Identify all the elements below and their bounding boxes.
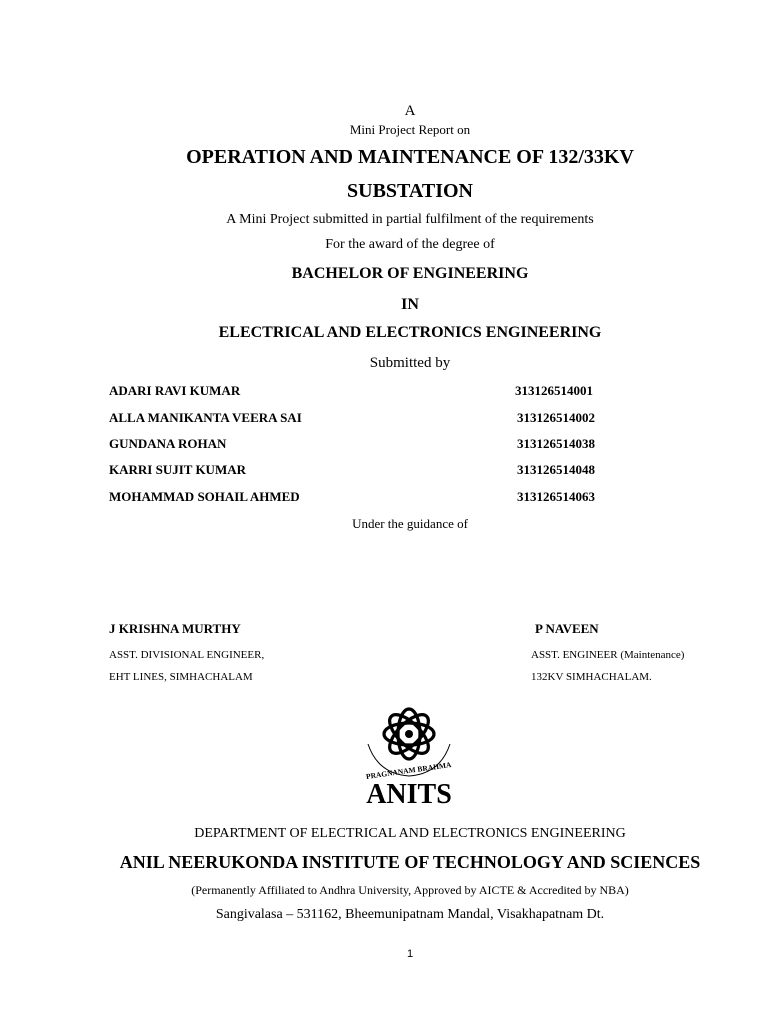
submitted-text-line1: A Mini Project submitted in partial fulfilment of the requirements [226,212,594,227]
anits-logo [352,700,466,808]
logo-motto: PRAGNANAM BRAHMA [365,760,452,781]
page-number: 1 [406,948,414,960]
institute-name: ANIL NEERUKONDA INSTITUTE OF TECHNOLOGY AND SCIENCES [119,852,701,872]
guide-place: EHT LINES, SIMHACHALAM [109,671,253,683]
degree-in: IN [401,296,419,313]
address-text: Sangivalasa – 531162, Bheemunipatnam Mandal, Visakhapatnam Dt. [215,907,605,922]
student-roll: 313126514038 [517,436,595,451]
department-name: DEPARTMENT OF ELECTRICAL AND ELECTRONICS ENGINEERING [194,826,626,841]
guide-name: J KRISHNA MURTHY [109,621,241,636]
report-on-text: Mini Project Report on [349,122,471,137]
guide-place: 132KV SIMHACHALAM. [531,671,652,683]
project-title-line1: OPERATION AND MAINTENANCE OF 132/33KV [186,146,634,168]
guidance-label: Under the guidance of [352,516,468,531]
guide-designation: ASST. DIVISIONAL ENGINEER, [109,649,265,661]
student-name: GUNDANA ROHAN [109,436,227,451]
student-roll: 313126514048 [517,462,595,477]
student-roll: 313126514002 [517,410,595,425]
student-roll: 313126514063 [517,489,595,504]
project-title-line2: SUBSTATION [347,180,473,202]
guide-designation: ASST. ENGINEER (Maintenance) [531,649,685,661]
logo-name: ANITS [366,779,452,808]
student-name: MOHAMMAD SOHAIL AHMED [109,489,300,504]
submitted-by-label: Submitted by [369,355,451,371]
anits-emblem-icon [352,700,466,808]
student-roll: 313126514001 [515,383,593,398]
student-name: ADARI RAVI KUMAR [109,383,241,398]
student-name: KARRI SUJIT KUMAR [109,462,246,477]
student-name: ALLA MANIKANTA VEERA SAI [109,410,302,425]
guide-name: P NAVEEN [535,621,599,636]
submitted-text-line2: For the award of the degree of [325,237,495,252]
affiliation-text: (Permanently Affiliated to Andhra University, Approved by AICTE & Accredited by NBA) [191,883,629,897]
degree-title: BACHELOR OF ENGINEERING [291,265,529,282]
article-a: A [404,103,416,119]
branch-title: ELECTRICAL AND ELECTRONICS ENGINEERING [218,324,602,341]
